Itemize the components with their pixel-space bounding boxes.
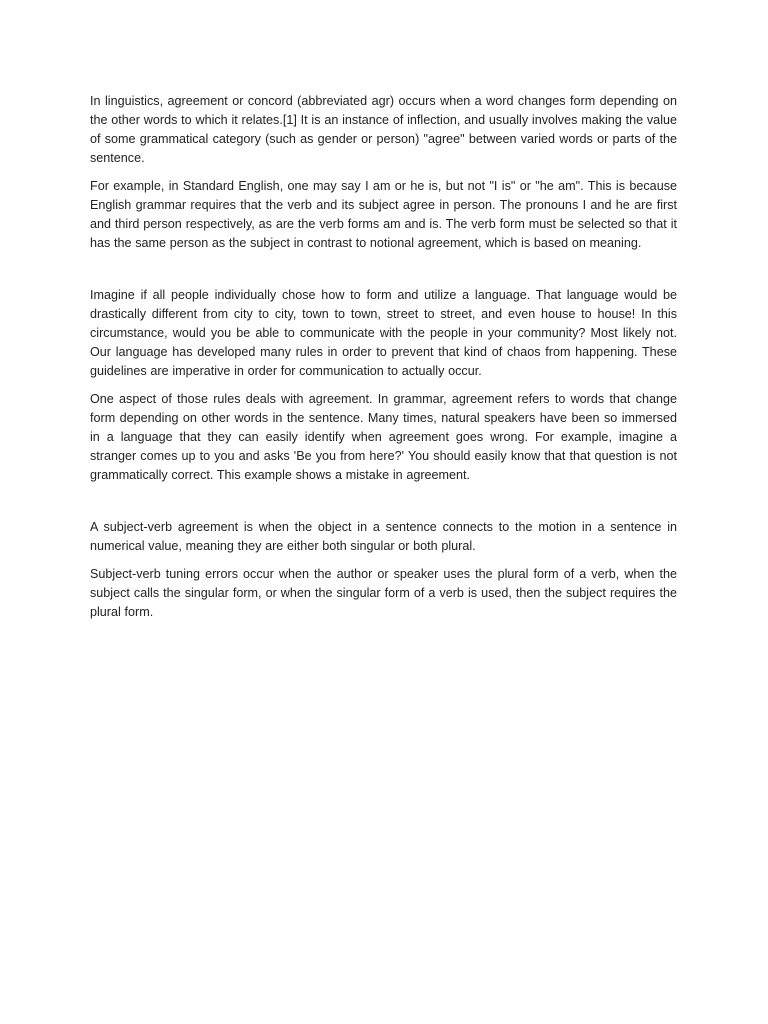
- paragraph-standard-english-example: For example, in Standard English, one may say I am or he is, but not "I is" or "he am". This is because English grammar requires that the verb and its subject agree in person. The pronouns I and he are first and third person respectively, as are the verb forms am and is. The verb form must be selected so that it has the same person as the subject in contrast to notional agreement, which is based on meaning.: [90, 179, 677, 250]
- paragraph-spacing: [90, 168, 677, 177]
- paragraph-rules-agreement: One aspect of those rules deals with agreement. In grammar, agreement refers to words that change form depending on other words in the sentence. Many times, natural speakers have been so immersed in a language that they can easily identify when agreement goes wrong. For example, imagine a stranger comes up to you and asks 'Be you from here?' You should easily know that that question is not grammatically correct. This example shows a mistake in agreement.: [90, 392, 677, 482]
- paragraph-spacing: [90, 381, 677, 390]
- paragraph-imagine-language: Imagine if all people individually chose how to form and utilize a language. That language would be drastically different from city to city, town to town, street to street, and even house to house! In this circumstance, would you be able to communicate with the people in your community? Most likely not. Our language has developed many rules in order to prevent that kind of chaos from happening. These guidelines are imperative in order for communication to actually occur.: [90, 288, 677, 378]
- section-spacing: [90, 485, 677, 518]
- document-body: [90, 92, 677, 622]
- paragraph-subject-verb-agreement: A subject-verb agreement is when the object in a sentence connects to the motion in a sentence in numerical value, meaning they are either both singular or both plural.: [90, 520, 677, 553]
- paragraph-subject-verb-errors: Subject-verb tuning errors occur when the author or speaker uses the plural form of a verb, when the subject calls the singular form, or when the singular form of a verb is used, then the subject requires the plural form.: [90, 567, 677, 619]
- paragraph-spacing: [90, 556, 677, 565]
- paragraph-agreement-definition: In linguistics, agreement or concord (abbreviated agr) occurs when a word changes form depending on the other words to which it relates.[1] It is an instance of inflection, and usually involves making the value of some grammatical category (such as gender or person) "agree" between varied words or parts of the sentence.: [90, 94, 677, 165]
- section-spacing: [90, 253, 677, 286]
